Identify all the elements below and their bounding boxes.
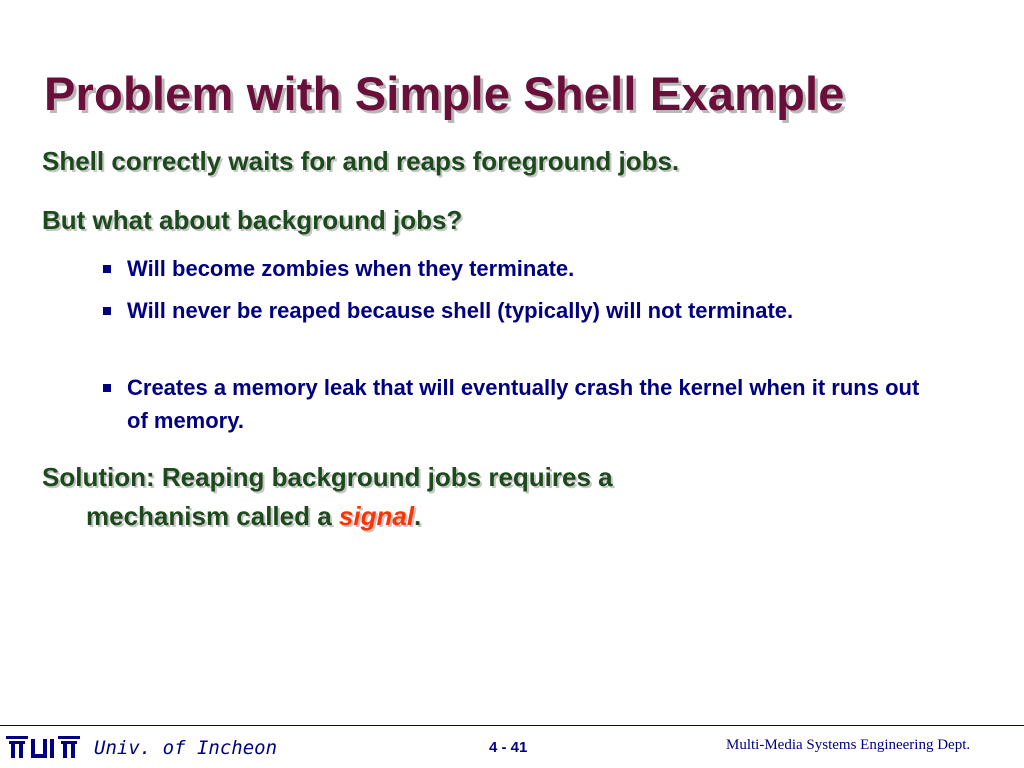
sub-point-never-reaped — [103, 294, 963, 327]
bullet-square-icon — [103, 384, 111, 392]
university-name: Univ. of Incheon — [94, 737, 278, 759]
sub-point-text: Will become zombies when they terminate. — [127, 256, 575, 281]
solution-text: mechanism called a — [86, 501, 339, 531]
page-number: 4 - 41 — [489, 739, 528, 756]
point-solution-line1: Solution: Reaping background jobs requires a — [42, 462, 613, 492]
sub-point-memory-leak — [103, 371, 963, 437]
bullet-square-icon — [103, 307, 111, 315]
bullet-square-icon — [103, 265, 111, 273]
sub-point-text: Will never be reaped because shell (typically) will not terminate. — [127, 298, 794, 323]
university-logo-icon — [6, 736, 80, 760]
point-background-jobs: But what about background jobs? — [42, 205, 463, 235]
footer-divider — [0, 725, 1024, 726]
slide-title: Problem with Simple Shell Example — [44, 67, 845, 120]
sub-point-text: Creates a memory leak that will eventually crash the kernel when it runs out of memory. — [127, 375, 920, 433]
point-solution-line2 — [86, 501, 421, 532]
solution-period: . — [414, 501, 422, 531]
department-name: Multi-Media Systems Engineering Dept. — [726, 737, 971, 753]
sub-point-zombies — [103, 252, 963, 285]
point-foreground-jobs: Shell correctly waits for and reaps foreground jobs. — [42, 146, 680, 176]
signal-emphasis: signal — [338, 501, 415, 531]
